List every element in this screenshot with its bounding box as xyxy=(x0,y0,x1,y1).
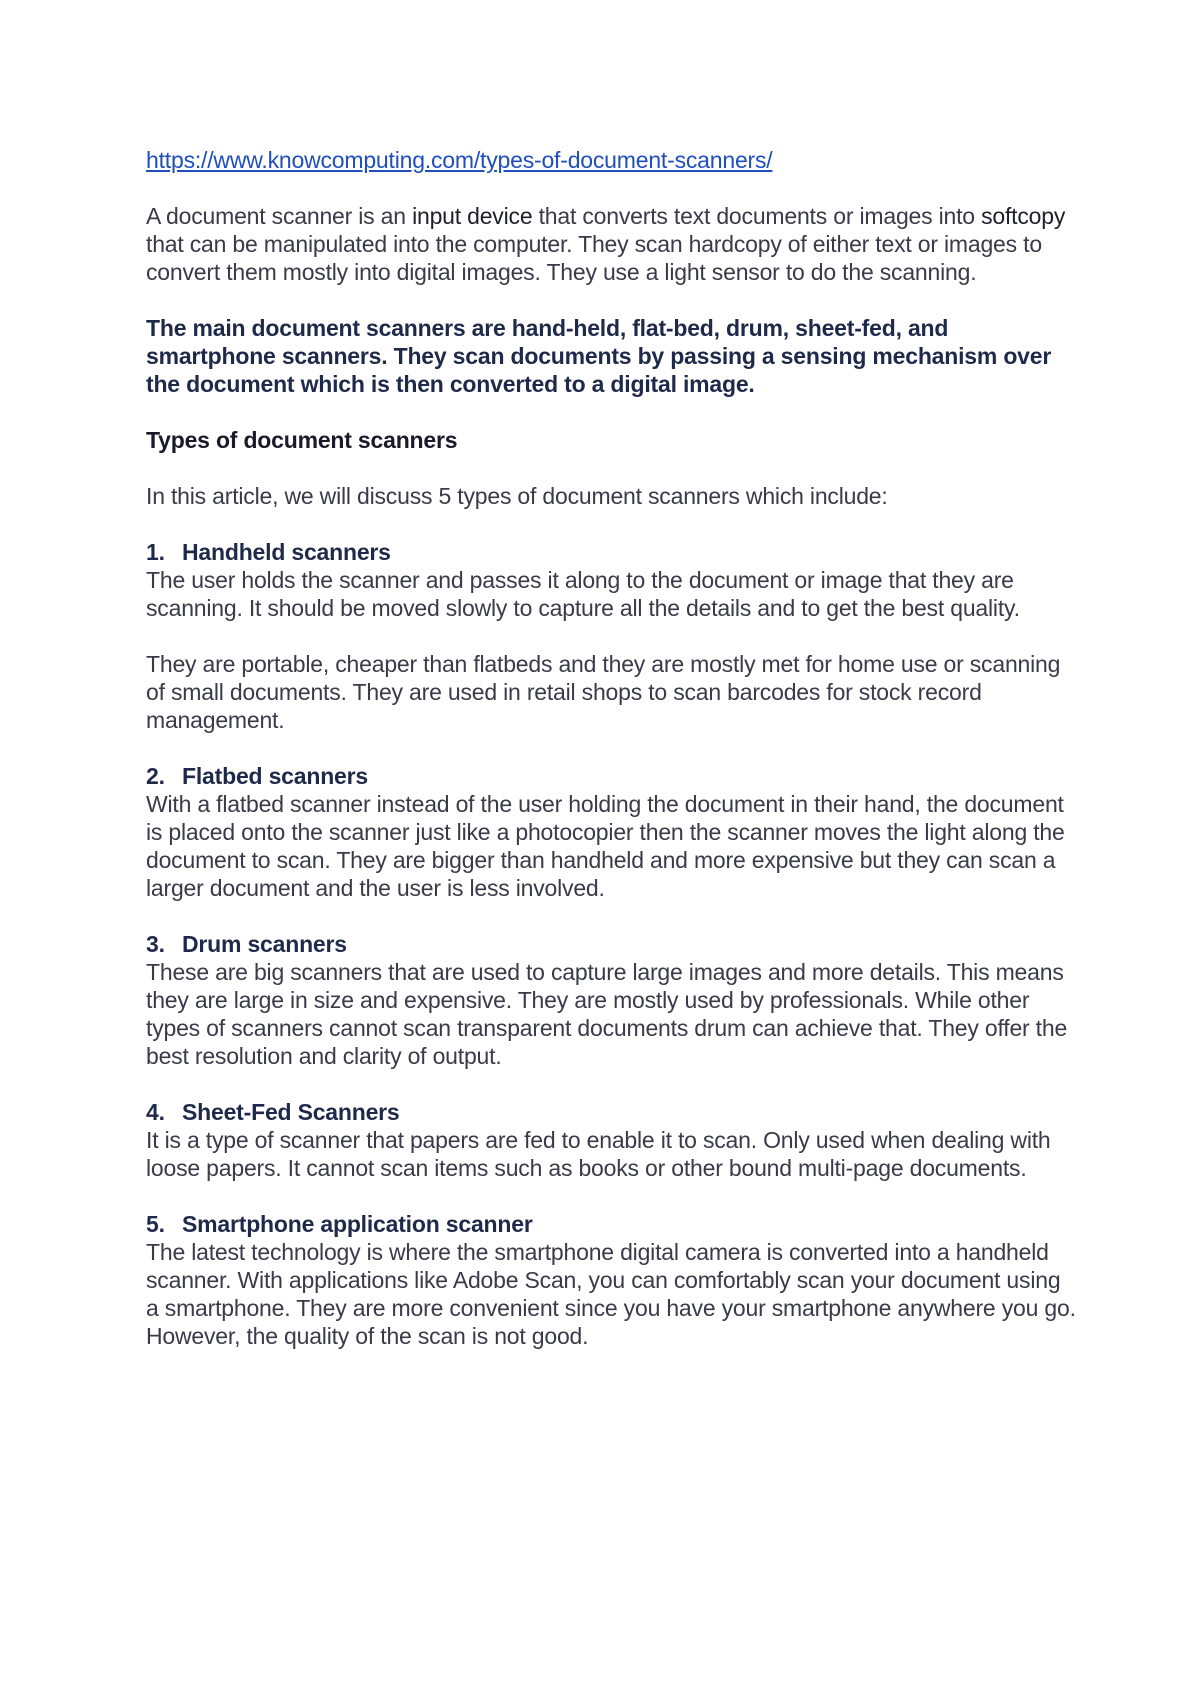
item-number: 3. xyxy=(146,931,165,957)
intro-text-3: that can be manipulated into the computer. They scan hardcopy of either text or images to convert them mostly into digital images. They use a light sensor to do the scanning. xyxy=(146,231,1042,285)
intro-text-2: that converts text documents or images into xyxy=(532,203,982,229)
list-item xyxy=(146,1098,1076,1182)
section-heading: Types of document scanners xyxy=(146,427,458,453)
item-paragraph: With a flatbed scanner instead of the user holding the document in their hand, the document is placed onto the scanner just like a photocopier then the scanner moves the light along the document to scan. They are bigger than handheld and more expensive but they can scan a larger document and the user is less involved. xyxy=(146,791,1065,901)
item-number: 5. xyxy=(146,1211,165,1237)
item-paragraph: The user holds the scanner and passes it along to the document or image that they are scanning. It should be moved slowly to capture all the details and to get the best quality. xyxy=(146,567,1020,621)
item-paragraph: It is a type of scanner that papers are fed to enable it to scan. Only used when dealing with loose papers. It cannot scan items such as books or other bound multi-page documents. xyxy=(146,1127,1051,1181)
softcopy-term: softcopy xyxy=(981,203,1066,229)
input-device-term: input device xyxy=(412,203,533,229)
item-title-text: Drum scanners xyxy=(182,931,347,957)
list-item xyxy=(146,762,1076,902)
item-number: 2. xyxy=(146,763,165,789)
item-title-text: Flatbed scanners xyxy=(182,763,368,789)
source-link[interactable]: https://www.knowcomputing.com/types-of-document-scanners/ xyxy=(146,147,773,173)
article-intro: In this article, we will discuss 5 types of document scanners which include: xyxy=(146,483,888,509)
summary-paragraph: The main document scanners are hand-held, flat-bed, drum, sheet-fed, and smartphone scanners. They scan documents by passing a sensing mechanism over the document which is then converted to a digital image. xyxy=(146,315,1052,397)
item-paragraph: The latest technology is where the smartphone digital camera is converted into a handheld scanner. With applications like Adobe Scan, you can comfortably scan your document using a smartphone. They are more convenient since you have your smartphone anywhere you go. However, the quality of the scan is not good. xyxy=(146,1239,1076,1349)
list-item xyxy=(146,1210,1076,1350)
item-title xyxy=(146,930,1076,958)
item-title xyxy=(146,1098,1076,1126)
item-title xyxy=(146,538,1076,566)
list-item xyxy=(146,930,1076,1070)
item-paragraph: These are big scanners that are used to capture large images and more details. This means they are large in size and expensive. They are mostly used by professionals. While other types of scanners cannot scan transparent documents drum can achieve that. They offer the best resolution and clarity of output. xyxy=(146,959,1068,1069)
item-title-text: Handheld scanners xyxy=(182,539,391,565)
item-paragraph: They are portable, cheaper than flatbeds and they are mostly met for home use or scanning of small documents. They are used in retail shops to scan barcodes for stock record management. xyxy=(146,651,1061,733)
item-number: 4. xyxy=(146,1099,165,1125)
item-title-text: Sheet-Fed Scanners xyxy=(182,1099,400,1125)
item-title-text: Smartphone application scanner xyxy=(182,1211,533,1237)
item-number: 1. xyxy=(146,539,165,565)
item-title xyxy=(146,762,1076,790)
intro-paragraph xyxy=(146,202,1076,286)
list-item xyxy=(146,538,1076,734)
document-page xyxy=(146,146,1076,1350)
intro-text-1: A document scanner is an xyxy=(146,203,413,229)
item-title xyxy=(146,1210,1076,1238)
